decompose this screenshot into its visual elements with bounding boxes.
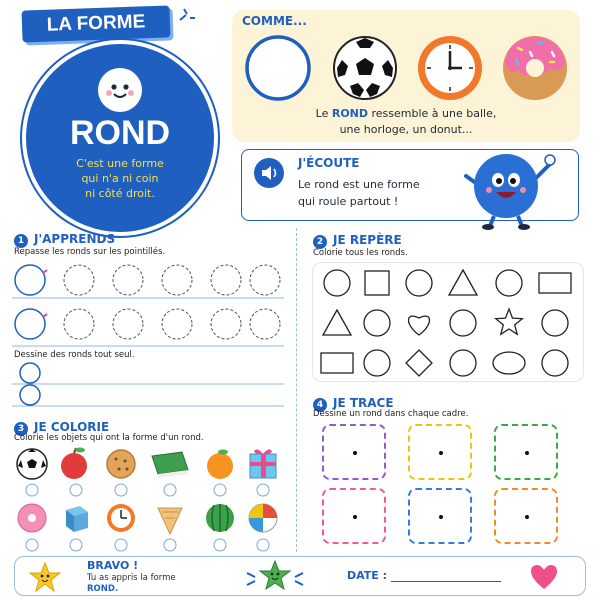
audio-button[interactable] <box>254 158 284 188</box>
donut-icon <box>18 504 46 532</box>
section-heading: JE COLORIE <box>34 420 110 434</box>
rectangle-shape[interactable] <box>321 353 353 373</box>
triangle-shape[interactable] <box>323 310 351 335</box>
ice-cream-cone-icon <box>158 508 182 534</box>
circle-shape[interactable] <box>406 270 432 296</box>
sentence-line2: une horloge, un donut... <box>339 123 473 136</box>
center-dot <box>353 451 357 455</box>
comme-heading: COMME... <box>242 14 307 28</box>
mascot-icon <box>458 146 558 230</box>
section-number: 3 <box>14 422 28 436</box>
watermelon-icon <box>206 504 234 532</box>
circle-shape[interactable] <box>496 270 522 296</box>
ecoute-text <box>298 176 420 210</box>
star-icon <box>29 561 61 593</box>
section-heading: J'APPRENDS <box>34 232 116 246</box>
section-heading: JE REPÈRE <box>333 233 402 247</box>
bravo-line1: Tu as appris la forme <box>87 573 176 583</box>
repere-instruction: Colorie tous les ronds. <box>313 248 408 258</box>
ecoute-line: qui roule partout ! <box>298 195 399 208</box>
book-icon <box>152 452 188 478</box>
triangle-shape[interactable] <box>449 270 477 295</box>
ecoute-line: Le rond est une forme <box>298 178 420 191</box>
colorie-objects <box>10 444 294 554</box>
trace-frame[interactable] <box>408 488 472 544</box>
answer-circle <box>26 484 269 496</box>
sentence-pre: Le <box>315 107 332 120</box>
diamond-shape[interactable] <box>406 350 432 376</box>
trace-row-1 <box>15 265 280 295</box>
title-banner <box>21 5 170 42</box>
free-drawing-area[interactable] <box>10 362 286 408</box>
center-dot <box>439 515 443 519</box>
section-number: 4 <box>313 398 327 412</box>
comme-sentence <box>232 106 580 138</box>
donut-icon <box>503 36 567 100</box>
footer-bar <box>14 556 586 596</box>
sentence-word: ROND <box>331 107 369 120</box>
trace-frame[interactable] <box>322 488 386 544</box>
trace-frame[interactable] <box>494 488 558 544</box>
apprends-instruction: Repasse les ronds sur les pointillés. <box>14 247 166 257</box>
bravo-line2: ROND. <box>87 584 119 594</box>
apprends-instruction2: Dessine des ronds tout seul. <box>14 350 135 360</box>
definition-line: ni côté droit. <box>85 187 155 200</box>
divider <box>296 228 297 552</box>
circle-shape[interactable] <box>542 350 568 376</box>
gift-icon <box>250 449 276 478</box>
orange-icon <box>207 450 233 480</box>
definition-line: qui n'a ni coin <box>81 172 159 185</box>
rectangle-shape[interactable] <box>539 273 571 293</box>
apple-icon <box>61 448 87 480</box>
center-dot <box>525 515 529 519</box>
clock-icon <box>107 504 135 532</box>
circle-shape[interactable] <box>450 310 476 336</box>
answer-circle <box>26 539 269 551</box>
heart-shape[interactable] <box>409 316 430 335</box>
trace-row-2 <box>15 309 280 339</box>
oval-shape[interactable] <box>493 352 525 374</box>
hero-word: ROND <box>69 114 171 152</box>
circle-shape[interactable] <box>364 350 390 376</box>
soccer-ball-icon <box>334 37 396 99</box>
section-apprends-header <box>14 228 115 248</box>
ecoute-heading: J'ÉCOUTE <box>298 156 360 170</box>
circle-shape[interactable] <box>324 270 350 296</box>
title-text: LA FORME <box>46 11 146 36</box>
section-repere-header <box>313 229 402 249</box>
soccer-ball-icon <box>17 449 47 479</box>
circle-shape[interactable] <box>450 350 476 376</box>
heart-icon <box>529 563 559 591</box>
comme-examples <box>238 28 574 108</box>
smiley-icon <box>98 68 142 112</box>
date-label: DATE : <box>347 569 388 582</box>
clock-icon <box>418 36 482 100</box>
date-field[interactable] <box>391 581 501 582</box>
square-shape[interactable] <box>365 271 389 295</box>
tracing-area[interactable] <box>10 262 286 350</box>
definition-line: C'est une forme <box>76 157 164 170</box>
colorie-instruction: Colorie les objets qui ont la forme d'un rond. <box>14 433 204 443</box>
circle-shape[interactable] <box>542 310 568 336</box>
hero-definition <box>26 156 214 201</box>
hero-circle <box>22 40 218 236</box>
repere-panel <box>312 262 584 382</box>
cookie-icon <box>107 450 135 478</box>
trace-frame[interactable] <box>322 424 386 480</box>
comme-panel <box>232 10 580 142</box>
circle-icon <box>247 37 309 99</box>
star-shape[interactable] <box>496 309 523 334</box>
center-dot <box>525 451 529 455</box>
green-star-icon <box>243 559 307 595</box>
beach-ball-icon <box>249 504 277 532</box>
trace-instruction: Dessine un rond dans chaque cadre. <box>313 409 469 419</box>
circle-shape[interactable] <box>364 310 390 336</box>
section-number: 2 <box>313 235 327 249</box>
cube-icon <box>66 506 88 532</box>
section-heading: JE TRACE <box>333 396 394 410</box>
bravo-heading: BRAVO ! <box>87 559 139 572</box>
center-dot <box>353 515 357 519</box>
section-number: 1 <box>14 234 28 248</box>
sparkle-icon <box>176 4 198 26</box>
center-dot <box>439 451 443 455</box>
trace-frame[interactable] <box>408 424 472 480</box>
speaker-icon <box>254 158 284 188</box>
shapes-grid[interactable] <box>313 263 585 383</box>
trace-frame[interactable] <box>494 424 558 480</box>
sentence-post: ressemble à une balle, <box>368 107 497 120</box>
